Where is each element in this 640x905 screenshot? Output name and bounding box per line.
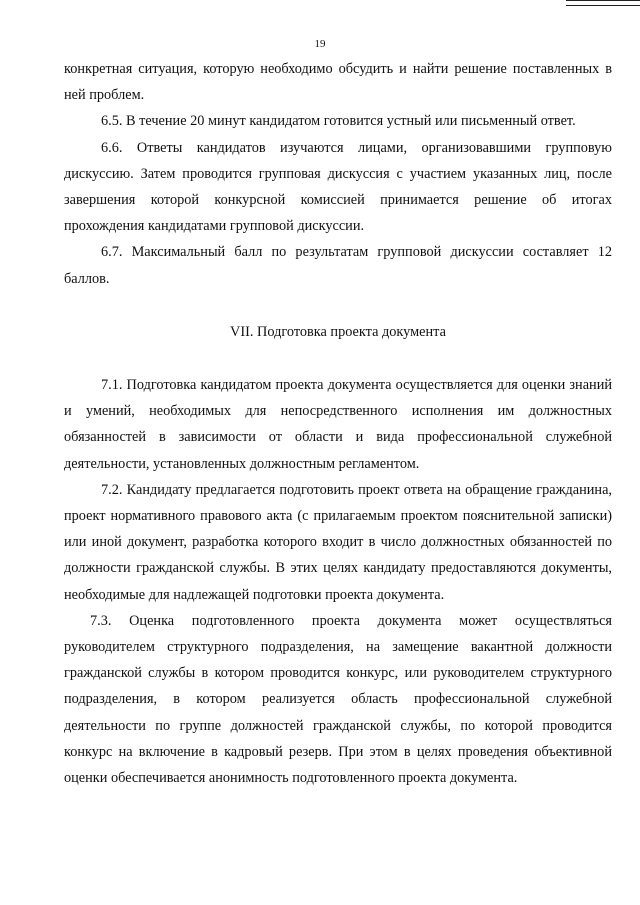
paragraph-6-6: 6.6. Ответы кандидатов изучаются лицами, организовавшими групповую дискуссию. Затем проводится групповая дискуссия с участием указанных лиц, после завершения которой конкурсной комиссией принимается решение об итогах прохождения кандидатами групповой дискуссии. [64, 139, 612, 235]
paragraph-6-7: 6.7. Максимальный балл по результатам групповой дискуссии составляет 12 баллов. [64, 244, 612, 287]
paragraph-6-5: 6.5. В течение 20 минут кандидатом готовится устный или письменный ответ. [101, 113, 576, 130]
paragraph-7-2: 7.2. Кандидату предлагается подготовить проект ответа на обращение гражданина, проект нормативного правового акта (с прилагаемым проектом пояснительной записки) или иной документ, разработка которого входит в число должностных обязанностей по должности гражданской службы. В этих целях кандидату предоставляются документы, необходимые для надлежащей подготовки проекта документа. [64, 481, 612, 603]
page-content [64, 56, 612, 791]
paragraph-continuation: конкретная ситуация, которую необходимо обсудить и найти решение поставленных в ней проблем. [64, 61, 612, 104]
page-number: 19 [314, 38, 326, 50]
section-heading: VII. Подготовка проекта документа [230, 323, 446, 340]
scan-corner-mark [566, 0, 640, 6]
paragraph-7-3: 7.3. Оценка подготовленного проекта документа может осуществляться руководителем структурного подразделения, на замещение вакантной должности гражданской службы в котором проводится конкурс, или руководителем структурного подразделения, в котором реализуется область профессиональной служебной деятельности по группе должностей гражданской службы, по которой проводится конкурс на включение в кадровый резерв. При этом в целях проведения объективной оценки обеспечивается анонимность подготовленного проекта документа. [64, 612, 612, 787]
paragraph-7-1: 7.1. Подготовка кандидатом проекта документа осуществляется для оценки знаний и умений, необходимых для непосредственного исполнения им должностных обязанностей в зависимости от области и вида профессиональной служебной деятельности, установленных должностным регламентом. [64, 377, 612, 472]
